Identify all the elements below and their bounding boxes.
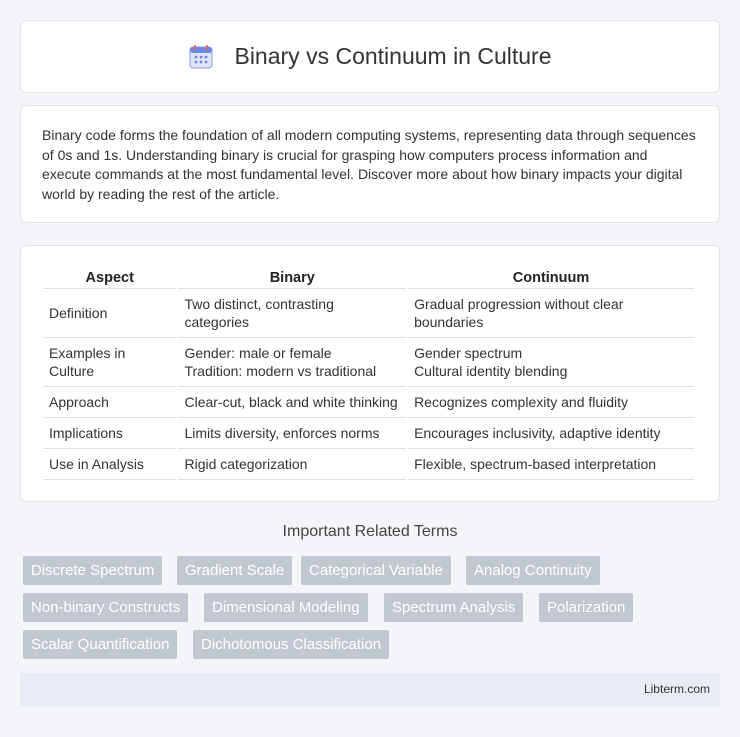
related-term-tag[interactable]: Categorical Variable [301,556,451,585]
table-row [43,387,694,418]
table-cell: Clear-cut, black and white thinking [178,387,406,418]
table-cell: Use in Analysis [43,449,176,480]
related-term-tag[interactable]: Dichotomous Classification [193,630,389,659]
table-cell: Gradual progression without clear boundaries [408,289,694,338]
related-term-tag[interactable]: Gradient Scale [177,556,292,585]
related-term-tag[interactable]: Scalar Quantification [23,630,177,659]
related-term-tag[interactable]: Dimensional Modeling [204,593,368,622]
footer-brand: Libterm.com [643,682,710,696]
header-aspect: Aspect [43,264,176,289]
table-cell: Approach [43,387,176,418]
related-term-tag[interactable]: Non-binary Constructs [23,593,188,622]
table-row [43,449,694,480]
table-row [43,418,694,449]
calendar-icon [188,44,214,70]
related-term-tag[interactable]: Discrete Spectrum [23,556,162,585]
table-cell: Recognizes complexity and fluidity [408,387,694,418]
table-cell: Definition [43,289,176,338]
table-cell: Flexible, spectrum-based interpretation [408,449,694,480]
table-cell: Two distinct, contrasting categories [178,289,406,338]
page-title: Binary vs Continuum in Culture [234,43,552,69]
related-term-tag[interactable]: Polarization [539,593,633,622]
related-term-tag[interactable]: Analog Continuity [466,556,600,585]
table-cell: Implications [43,418,176,449]
table-cell: Examples in Culture [43,338,176,387]
header-binary: Binary [178,264,406,289]
related-terms-title: Important Related Terms [282,523,458,540]
table-cell: Encourages inclusivity, adaptive identity [408,418,694,449]
table-cell: Gender: male or female Tradition: modern vs traditional [178,338,406,387]
related-term-tag[interactable]: Spectrum Analysis [384,593,523,622]
intro-card [20,105,720,223]
table-cell: Rigid categorization [178,449,406,480]
footer [20,673,720,706]
comparison-table [41,264,696,480]
table-row [43,289,694,338]
header-card [20,20,720,93]
intro-text: Binary code forms the foundation of all modern computing systems, representing data through sequences of 0s and 1s. Understanding binary is crucial for grasping how computers process information and execute commands at the most fundamental level. Discover more about how binary impacts your digital world by reading the rest of the article. [42,127,696,202]
table-cell: Limits diversity, enforces norms [178,418,406,449]
comparison-table-card [20,245,720,502]
table-cell: Gender spectrum Cultural identity blending [408,338,694,387]
table-row [43,338,694,387]
header-continuum: Continuum [408,264,694,289]
